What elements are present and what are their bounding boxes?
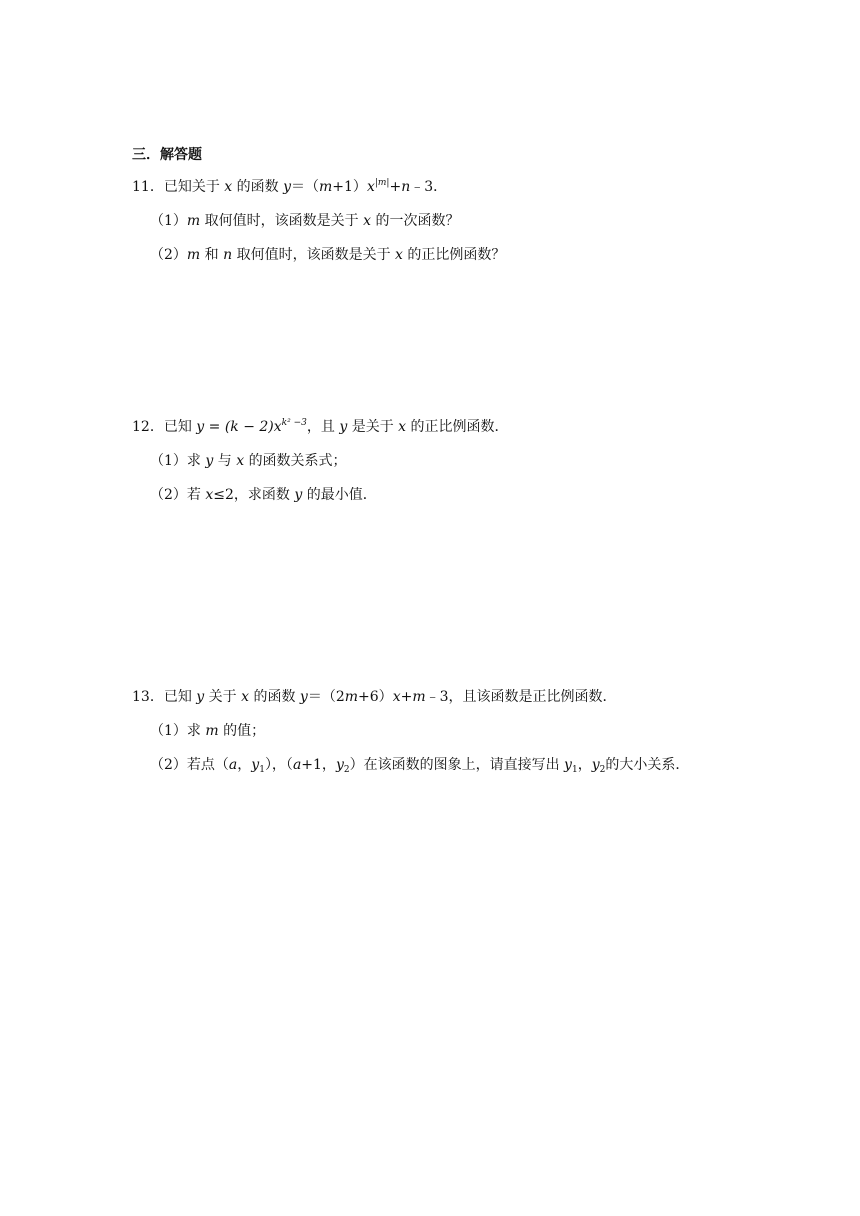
question-12-stem: 12．已知 $y = (k - 2)x^{k^2 -3}$，且 y 是关于 x 的正比例函数． — [132, 418, 509, 435]
section-heading: 三．解答题 — [132, 147, 202, 163]
question-11-part-2: （2）m 和 n 取何值时，该函数是关于 x 的正比例函数？ — [150, 247, 506, 263]
question-number: 12． — [132, 419, 164, 435]
question-13-part-2: （2）若点（a，$y_1$），（a+1，$y_2$）在该函数的图象上，请直接写出 $y_1$，$y_2$的大小关系． — [150, 757, 690, 775]
question-13-part-1: （1）求 m 的值； — [150, 723, 266, 739]
exponent: |m| — [374, 178, 390, 188]
question-13-stem: 13．已知 y 关于 x 的函数 y＝（2m+6）x+m﹣3，且该函数是正比例函数． — [132, 689, 617, 705]
question-number: 11． — [132, 179, 164, 195]
formula: $y = (k - 2)x^{k^2 -3}$ — [196, 418, 307, 435]
question-number: 13． — [132, 689, 164, 705]
question-11-part-1: （1）m 取何值时，该函数是关于 x 的一次函数？ — [150, 213, 460, 229]
question-12-part-2: （2）若 x≤2，求函数 y 的最小值． — [150, 487, 377, 503]
question-12-part-1: （1）求 y 与 x 的函数关系式； — [150, 453, 347, 469]
question-11-stem: 11．已知关于 x 的函数 $y=(m+1)x^{|m|}+n﹣3$． — [132, 178, 448, 195]
